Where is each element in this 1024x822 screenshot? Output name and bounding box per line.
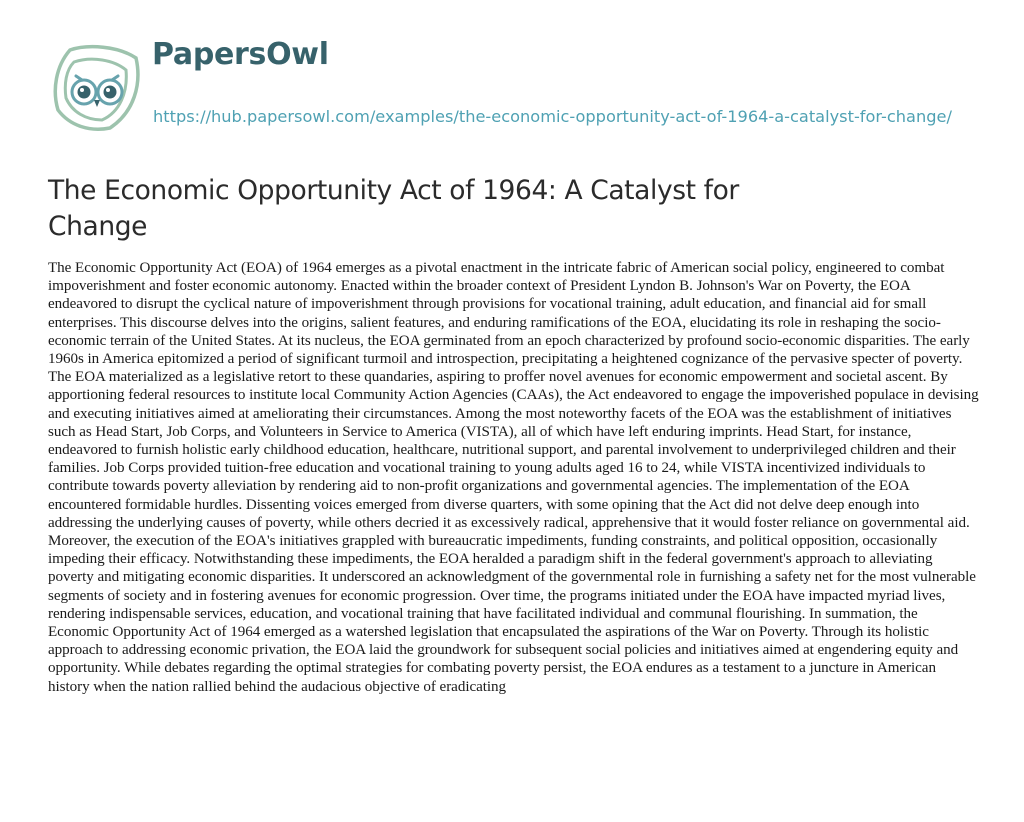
page-header — [48, 37, 988, 150]
article-body: The Economic Opportunity Act (EOA) of 1964 emerges as a pivotal enactment in the intricate fabric of American social policy, engineered to combat impoverishment and foster economic autonomy. Enacted within the broader context of President Lyndon B. Johnson's War on Poverty, the EOA endeavored to disrupt the cyclical nature of impoverishment through provisions for vocational training, adult education, and financial aid for small enterprises. This discourse delves into the origins, salient features, and enduring ramifications of the EOA, elucidating its role in reshaping the socio-economic terrain of the United States. At its nucleus, the EOA germinated from an epoch characterized by profound socio-economic disparities. The early 1960s in America epitomized a period of significant turmoil and introspection, precipitating a heightened cognizance of the pervasive specter of poverty. The EOA materialized as a legislative retort to these quandaries, aspiring to proffer novel avenues for economic empowerment and societal ascent. By apportioning federal resources to institute local Community Action Agencies (CAAs), the Act endeavored to engage the impoverished populace in devising and executing initiatives aimed at ameliorating their circumstances. Among the most noteworthy facets of the EOA was the establishment of initiatives such as Head Start, Job Corps, and Volunteers in Service to America (VISTA), all of which have left enduring imprints. Head Start, for instance, endeavored to furnish holistic early childhood education, healthcare, nutritional support, and parental involvement to underprivileged children and their families. Job Corps provided tuition-free education and vocational training to young adults aged 16 to 24, while VISTA incentivized individuals to contribute towards poverty alleviation by rendering aid to non-profit organizations and governmental agencies. The implementation of the EOA encountered formidable hurdles. Dissenting voices emerged from diverse quarters, with some opining that the Act did not delve deep enough into addressing the underlying causes of poverty, while others decried it as excessively radical, apprehensive that it would foster reliance on governmental aid. Moreover, the execution of the EOA's initiatives grappled with bureaucratic impediments, funding constraints, and political opposition, occasionally impeding their efficacy. Notwithstanding these impediments, the EOA heralded a paradigm shift in the federal government's approach to alleviating poverty and mitigating economic disparities. It underscored an acknowledgment of the governmental role in furnishing a safety net for the most vulnerable segments of society and in fostering avenues for economic progression. Over time, the programs initiated under the EOA have impacted myriad lives, rendering indispensable services, education, and vocational training that have facilitated individual and communal flourishing. In summation, the Economic Opportunity Act of 1964 emerged as a watershed legislation that encapsulated the aspirations of the War on Poverty. Through its holistic approach to addressing economic privation, the EOA laid the groundwork for subsequent social policies and initiatives aimed at engendering equity and opportunity. While debates regarding the optimal strategies for combating poverty persist, the EOA endures as a testament to a juncture in American history when the nation rallied behind the audacious objective of eradicating — [48, 260, 979, 695]
brand-name[interactable]: PapersOwl — [152, 37, 329, 72]
owl-logo-icon — [48, 40, 144, 136]
page-title: The Economic Opportunity Act of 1964: A Catalyst for Change — [48, 175, 739, 242]
source-url-link[interactable]: https://hub.papersowl.com/examples/the-economic-opportunity-act-of-1964-a-catalyst-for-change/ — [153, 107, 952, 126]
